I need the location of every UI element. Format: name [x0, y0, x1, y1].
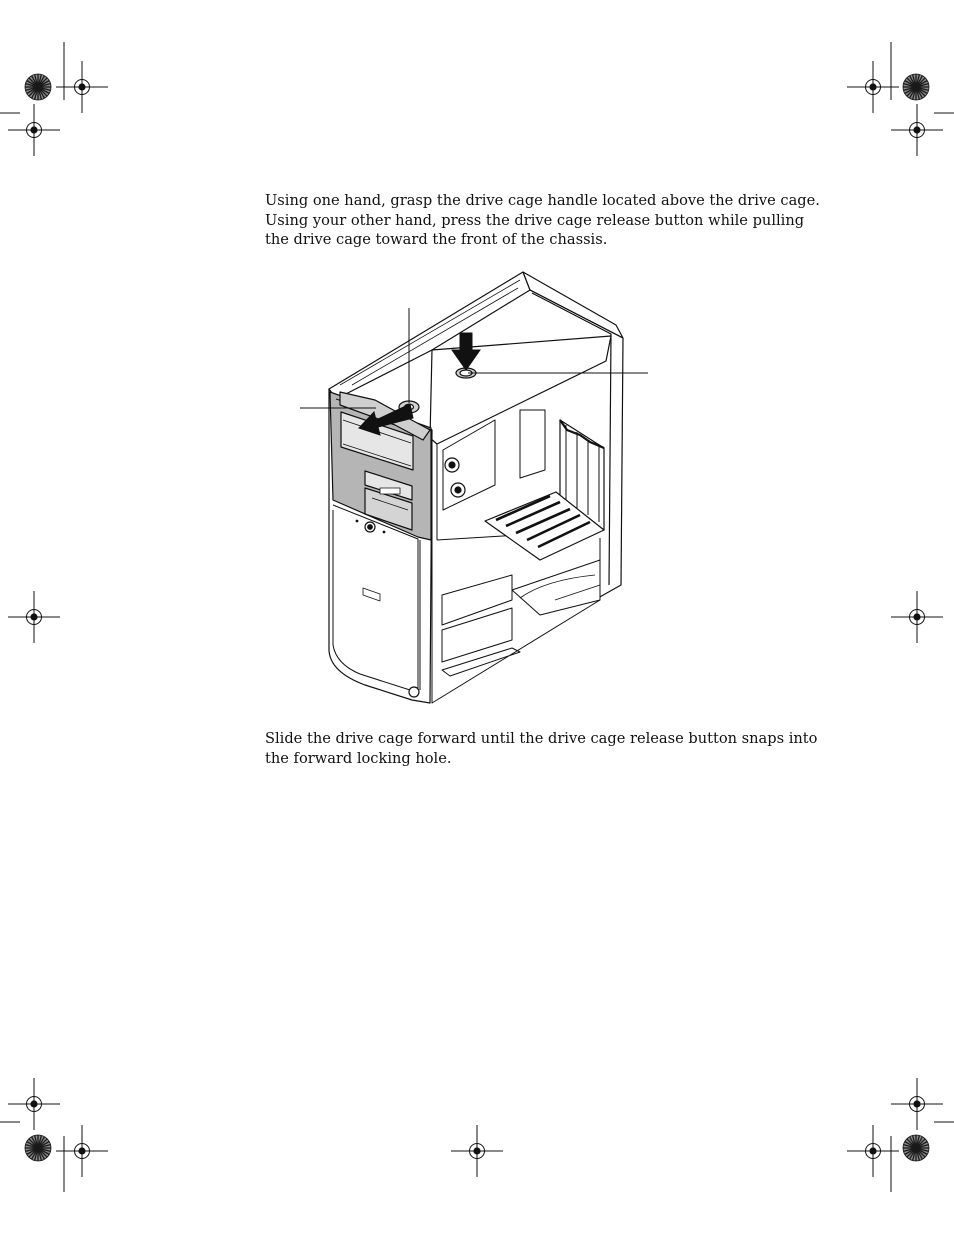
- registration-mark-icon: [451, 1125, 503, 1177]
- instruction-grasp-drive-cage: [265, 191, 820, 250]
- registration-mark-icon: [8, 104, 60, 156]
- instruction-slide-drive-cage: [265, 729, 818, 768]
- text-line: Slide the drive cage forward until the drive cage release button snaps into: [265, 730, 818, 747]
- starburst-icon: [903, 1135, 929, 1161]
- text-line: the drive cage toward the front of the chassis.: [265, 231, 608, 248]
- registration-mark-icon: [891, 591, 943, 643]
- starburst-icon: [25, 1135, 51, 1161]
- registration-mark-icon: [891, 104, 943, 156]
- text-line: Using one hand, grasp the drive cage handle located above the drive cage.: [265, 192, 820, 209]
- starburst-icon: [903, 74, 929, 100]
- registration-mark-icon: [8, 591, 60, 643]
- starburst-icon: [25, 74, 51, 100]
- text-line: Using your other hand, press the drive cage release button while pulling: [265, 211, 805, 229]
- chassis-illustration: [329, 272, 623, 703]
- text-line: the forward locking hole.: [265, 749, 452, 767]
